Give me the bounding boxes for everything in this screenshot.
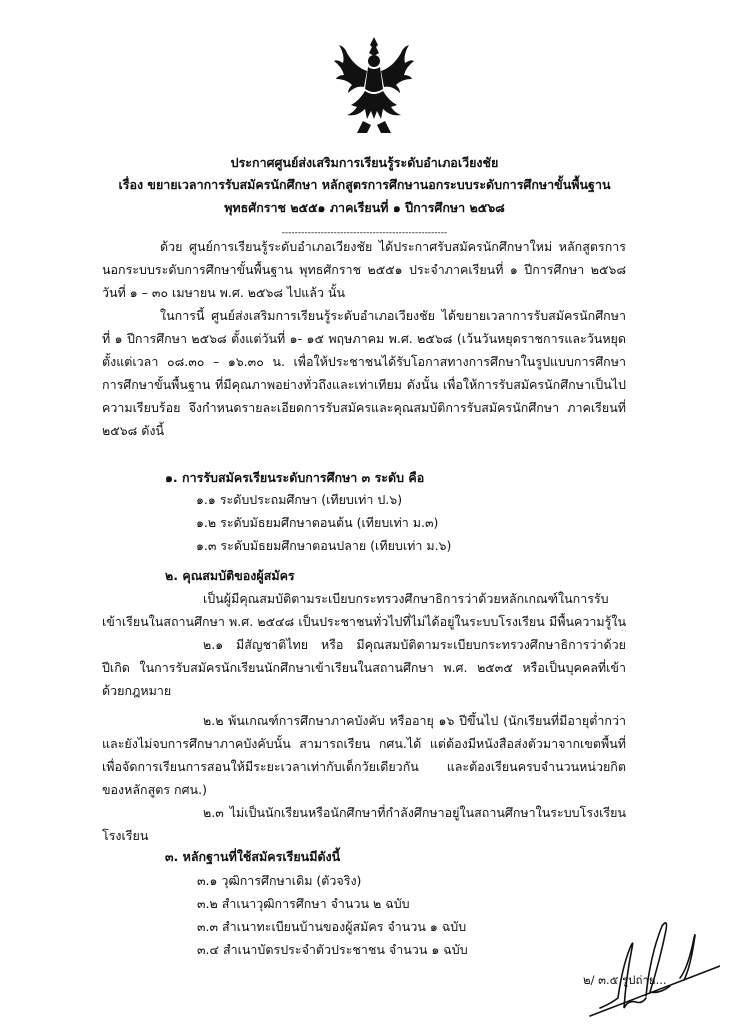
section2-item2-line: และยังไม่จบการศึกษาภาคบังคับนั้น สามารถเรียน กศน.ได้ แต่ต้องมีหนังสือส่งตัวมาจากเขตพื้นที่ bbox=[102, 736, 626, 751]
section3-item: ๓.๑ วุฒิการศึกษาเดิม (ตัวจริง) bbox=[197, 873, 362, 888]
title-line-3: พุทธศักราช ๒๕๕๑ ภาคเรียนที่ ๑ ปีการศึกษา ๒๕๖๘ bbox=[224, 200, 505, 215]
para2-line: ในการนี้ ศูนย์ส่งเสริมการเรียนรู้ระดับอำเภอเวียงชัย ได้ขยายเวลาการรับสมัครนักศึกษา bbox=[160, 308, 626, 323]
section2-intro-line: เป็นผู้มีคุณสมบัติตามระเบียบกระทรวงศึกษาธิการว่าด้วยหลักเกณฑ์ในการรับ bbox=[203, 591, 609, 606]
section2-item2-line: ของหลักสูตร กศน.) bbox=[102, 782, 207, 797]
para2-line: ที่ ๑ ปีการศึกษา ๒๕๖๘ ตั้งแต่วันที่ ๑- ๑๕ พฤษภาคม พ.ศ. ๒๕๖๘ (เว้นวันหยุดราชการและวันหยุด bbox=[102, 331, 626, 346]
section2-item3-line: โรงเรียน bbox=[102, 828, 149, 843]
section3-heading: ๓. หลักฐานที่ใช้สมัครเรียนมีดังนี้ bbox=[165, 849, 341, 864]
section3-item: ๓.๒ สำเนาวุฒิการศึกษา จำนวน ๒ ฉบับ bbox=[197, 896, 410, 911]
section1-item: ๑.๓ ระดับมัธยมศึกษาตอนปลาย (เทียบเท่า ม.๖) bbox=[196, 538, 452, 553]
para2-line: ตั้งแต่เวลา ๐๘.๓๐ – ๑๖.๓๐ น. เพื่อให้ประชาชนได้รับโอกาสทางการศึกษาในรูปแบบการศึกษา bbox=[102, 354, 626, 369]
para2-line: ความเรียบร้อย จึงกำหนดรายละเอียดการรับสมัครและคุณสมบัติการรับสมัครนักศึกษา ภาคเรียนที่ bbox=[102, 400, 626, 415]
section2-item1-line: ด้วยกฎหมาย bbox=[102, 683, 172, 698]
para1-line: ด้วย ศูนย์การเรียนรู้ระดับอำเภอเวียงชัย ได้ประกาศรับสมัครนักศึกษาใหม่ หลักสูตรการ bbox=[160, 239, 626, 254]
title-line-1: ประกาศศูนย์ส่งเสริมการเรียนรู้ระดับอำเภอเวียงชัย bbox=[230, 155, 499, 170]
section3-item: ๓.๓ สำเนาทะเบียนบ้านของผู้สมัคร จำนวน ๑ ฉบับ bbox=[197, 919, 467, 934]
para1-line: วันที่ ๑ – ๓๐ เมษายน พ.ศ. ๒๕๖๘ ไปแล้ว นั้น bbox=[102, 285, 346, 300]
section2-item1-line: ปีเกิด ในการรับสมัครนักเรียนนักศึกษาเข้าเรียนในสถานศึกษา พ.ศ. ๒๕๓๕ หรือเป็นบุคคลที่เข้า bbox=[102, 660, 626, 675]
section2-heading: ๒. คุณสมบัติของผู้สมัคร bbox=[165, 568, 295, 583]
para1-line: นอกระบบระดับการศึกษาขั้นพื้นฐาน พุทธศักราช ๒๕๕๑ ประจำภาคเรียนที่ ๑ ปีการศึกษา ๒๕๖๘ bbox=[102, 262, 626, 277]
section2-item2-line: เพื่อจัดการเรียนการสอนให้มีระยะเวลาเท่ากับเด็กวัยเดียวกัน และต้องเรียนครบจำนวนหน่วยกิต bbox=[102, 759, 626, 774]
signature bbox=[560, 918, 720, 1018]
page-continuation: ๒/ ๓.๕ รูปถ่าย... bbox=[583, 973, 667, 987]
garuda-emblem bbox=[333, 35, 415, 137]
section1-item: ๑.๒ ระดับมัธยมศึกษาตอนต้น (เทียบเท่า ม.๓) bbox=[196, 515, 439, 530]
section2-item1-line: ๒.๑ มีสัญชาติไทย หรือ มีคุณสมบัติตามระเบียบกระทรวงศึกษาธิการว่าด้วย bbox=[203, 637, 626, 652]
para2-line: ๒๕๖๘ ดังนี้ bbox=[102, 423, 165, 438]
title-line-2-subject: เรื่อง ขยายเวลาการรับสมัครนักศึกษา หลักสูตรการศึกษานอกระบบระดับการศึกษาขั้นพื้นฐาน bbox=[118, 177, 611, 192]
section1-item: ๑.๑ ระดับประถมศึกษา (เทียบเท่า ป.๖) bbox=[196, 492, 403, 507]
section2-intro-line: เข้าเรียนในสถานศึกษา พ.ศ. ๒๕๔๘ เป็นประชาชนทั่วไปที่ไม่ได้อยู่ในระบบโรงเรียน มีพื้นความรู้ใน bbox=[102, 614, 626, 629]
title-separator: --------------------------------------------------- bbox=[281, 228, 448, 238]
section2-item2-line: ๒.๒ พ้นเกณฑ์การศึกษาภาคบังคับ หรืออายุ ๑๖ ปีขึ้นไป (นักเรียนที่มีอายุต่ำกว่า bbox=[203, 713, 626, 728]
section3-item: ๓.๔ สำเนาบัตรประจำตัวประชาชน จำนวน ๑ ฉบับ bbox=[197, 942, 468, 957]
para2-line: การศึกษาขั้นพื้นฐาน ที่มีคุณภาพอย่างทั่วถึงและเท่าเทียม ดังนั้น เพื่อให้การรับสมัครนักศึกษาเป็นไป bbox=[102, 377, 626, 392]
section1-heading: ๑. การรับสมัครเรียนระดับการศึกษา ๓ ระดับ คือ bbox=[165, 470, 425, 485]
section2-item3-line: ๒.๓ ไม่เป็นนักเรียนหรือนักศึกษาที่กำลังศึกษาอยู่ในสถานศึกษาในระบบโรงเรียน bbox=[203, 805, 626, 820]
